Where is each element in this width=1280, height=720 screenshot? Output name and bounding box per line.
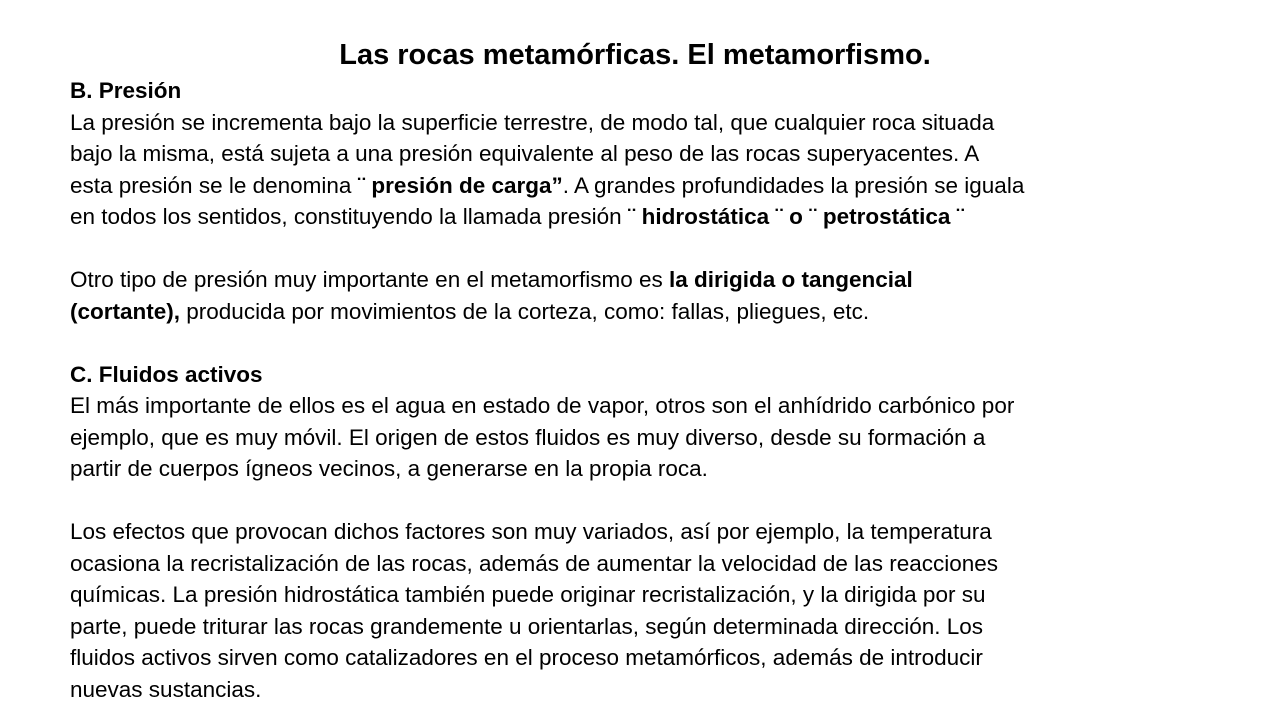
term-hidrostatica: ¨ hidrostática ¨ o ¨ petrostática ¨ <box>627 204 965 229</box>
paragraph-line <box>70 170 1270 202</box>
text-run: esta presión se le denomina <box>70 172 358 198</box>
paragraph-line: químicas. La presión hidrostática también puede originar recristalización, y la dirigida por su <box>70 582 986 607</box>
blank-line <box>70 233 1270 265</box>
paragraph-line: bajo la misma, está sujeta a una presión equivalente al peso de las rocas superyacentes. A <box>70 141 980 166</box>
paragraph-line: ejemplo, que es muy móvil. El origen de estos fluidos es muy diverso, desde su formación a <box>70 424 986 450</box>
slide-title: Las rocas metamórficas. El metamorfismo. <box>339 39 931 71</box>
section-heading-fluidos: C. Fluidos activos <box>70 361 263 387</box>
term-dirigida: la dirigida o tangencial <box>669 267 913 292</box>
paragraph-line: partir de cuerpos ígneos vecinos, a generarse en la propia roca. <box>70 456 708 481</box>
paragraph-line: El más importante de ellos es el agua en estado de vapor, otros son el anhídrido carbónico por <box>70 393 1015 418</box>
slide-body <box>70 75 1270 705</box>
paragraph-line <box>70 264 1270 296</box>
text-run: . A grandes profundidades la presión se iguala <box>562 172 1025 198</box>
term-cortante: (cortante), <box>70 298 181 324</box>
term-presion-de-carga: ¨ presión de carga” <box>357 172 563 198</box>
text-run: producida por movimientos de la corteza, como: fallas, pliegues, etc. <box>180 298 870 324</box>
section-heading-presion: B. Presión <box>70 78 182 103</box>
blank-line <box>70 327 1270 359</box>
paragraph-line <box>70 296 1270 328</box>
paragraph-line: nuevas sustancias. <box>70 676 262 702</box>
text-run: Otro tipo de presión muy importante en el metamorfismo es <box>70 267 670 292</box>
paragraph-line <box>70 201 1270 233</box>
paragraph-line: Los efectos que provocan dichos factores son muy variados, así por ejemplo, la temperatura <box>70 519 992 544</box>
blank-line <box>70 485 1270 517</box>
text-run: en todos los sentidos, constituyendo la llamada presión <box>70 204 628 229</box>
paragraph-line: ocasiona la recristalización de las rocas, además de aumentar la velocidad de las reacciones <box>70 550 999 576</box>
paragraph-line: fluidos activos sirven como catalizadores en el proceso metamórficos, además de introducir <box>70 645 983 670</box>
paragraph-line: La presión se incrementa bajo la superficie terrestre, de modo tal, que cualquier roca situada <box>70 109 995 135</box>
paragraph-line: parte, puede triturar las rocas grandemente u orientarlas, según determinada dirección. Los <box>70 613 984 639</box>
